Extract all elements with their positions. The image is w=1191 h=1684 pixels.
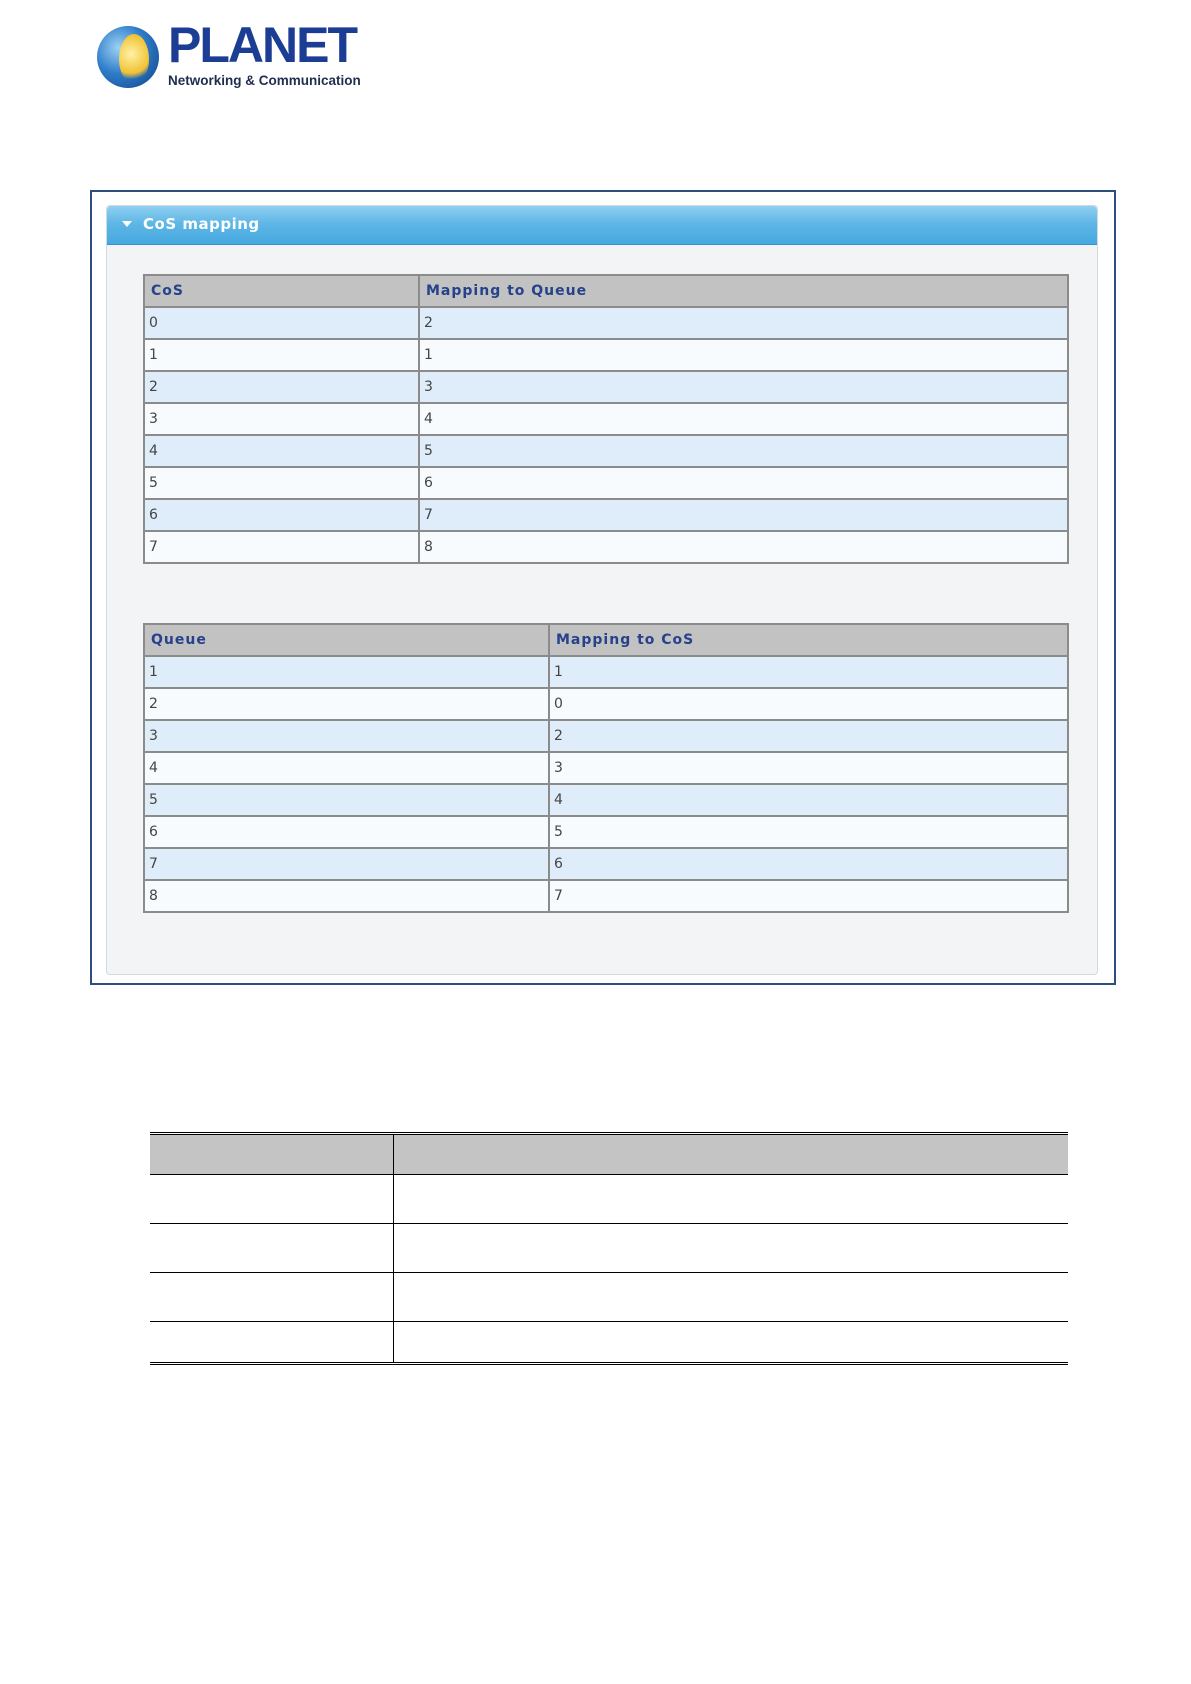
table-cell-key: 6	[144, 816, 549, 848]
column-header-mapping-to-cos: Mapping to CoS	[549, 624, 1068, 656]
table-header-row	[144, 624, 1068, 656]
table-cell-value: 8	[419, 531, 1068, 563]
table-cell-value: 1	[419, 339, 1068, 371]
description-cell-text	[394, 1134, 1069, 1175]
table-cell-key: 2	[144, 688, 549, 720]
table-row	[144, 403, 1068, 435]
table-cell-value: 6	[549, 848, 1068, 880]
description-cell-object	[150, 1224, 394, 1273]
table-cell-value: 0	[549, 688, 1068, 720]
table-cell-key: 7	[144, 848, 549, 880]
column-header-cos: CoS	[144, 275, 419, 307]
collapse-arrow-icon[interactable]	[122, 221, 132, 227]
description-cell-object	[150, 1273, 394, 1322]
logo-brand: PLANET	[168, 17, 356, 73]
table-header-row	[144, 275, 1068, 307]
table-cell-value: 4	[419, 403, 1068, 435]
table-cell-key: 1	[144, 656, 549, 688]
column-header-queue: Queue	[144, 624, 549, 656]
description-cell-object	[150, 1322, 394, 1364]
table-cell-key: 4	[144, 752, 549, 784]
table-row	[144, 752, 1068, 784]
table-row	[144, 720, 1068, 752]
panel-title: CoS mapping	[143, 215, 260, 233]
description-cell-text	[394, 1175, 1069, 1224]
description-row	[150, 1224, 1068, 1273]
panel-header[interactable]	[107, 206, 1097, 245]
table-cell-key: 1	[144, 339, 419, 371]
table-cell-value: 5	[419, 435, 1068, 467]
table-row	[144, 880, 1068, 912]
table-row	[144, 816, 1068, 848]
table-cell-value: 3	[549, 752, 1068, 784]
description-cell-text	[394, 1273, 1069, 1322]
table-row	[144, 784, 1068, 816]
table-cell-key: 0	[144, 307, 419, 339]
description-cell-text	[394, 1224, 1069, 1273]
table-row	[144, 435, 1068, 467]
table-cell-key: 4	[144, 435, 419, 467]
table-cell-value: 5	[549, 816, 1068, 848]
logo-tagline: Networking & Communication	[168, 73, 361, 88]
table-cell-key: 7	[144, 531, 419, 563]
table-cell-key: 3	[144, 720, 549, 752]
description-table	[150, 1132, 1068, 1365]
table-cell-key: 5	[144, 784, 549, 816]
table-cell-key: 3	[144, 403, 419, 435]
description-row	[150, 1273, 1068, 1322]
description-row	[150, 1322, 1068, 1364]
cos-mapping-panel	[106, 205, 1098, 975]
table-row	[144, 307, 1068, 339]
planet-logo	[97, 17, 361, 92]
table-cell-key: 2	[144, 371, 419, 403]
column-header-mapping-to-queue: Mapping to Queue	[419, 275, 1068, 307]
table-cell-value: 4	[549, 784, 1068, 816]
table-cell-value: 7	[419, 499, 1068, 531]
table-cell-key: 8	[144, 880, 549, 912]
logo-swoosh	[119, 34, 149, 84]
description-header-row	[150, 1134, 1068, 1175]
description-cell-object	[150, 1175, 394, 1224]
table-row	[144, 656, 1068, 688]
table-cell-value: 3	[419, 371, 1068, 403]
table-cell-value: 6	[419, 467, 1068, 499]
description-cell-object	[150, 1134, 394, 1175]
table-row	[144, 531, 1068, 563]
table-cell-key: 6	[144, 499, 419, 531]
cos-to-queue-table	[143, 274, 1069, 564]
table-cell-value: 2	[419, 307, 1068, 339]
table-cell-value: 1	[549, 656, 1068, 688]
table-cell-key: 5	[144, 467, 419, 499]
table-row	[144, 688, 1068, 720]
screenshot-frame	[90, 190, 1116, 985]
table-row	[144, 848, 1068, 880]
table-row	[144, 467, 1068, 499]
table-cell-value: 2	[549, 720, 1068, 752]
table-row	[144, 371, 1068, 403]
queue-to-cos-table	[143, 623, 1069, 913]
description-cell-text	[394, 1322, 1069, 1364]
table-row	[144, 339, 1068, 371]
table-row	[144, 499, 1068, 531]
description-row	[150, 1175, 1068, 1224]
table-cell-value: 7	[549, 880, 1068, 912]
